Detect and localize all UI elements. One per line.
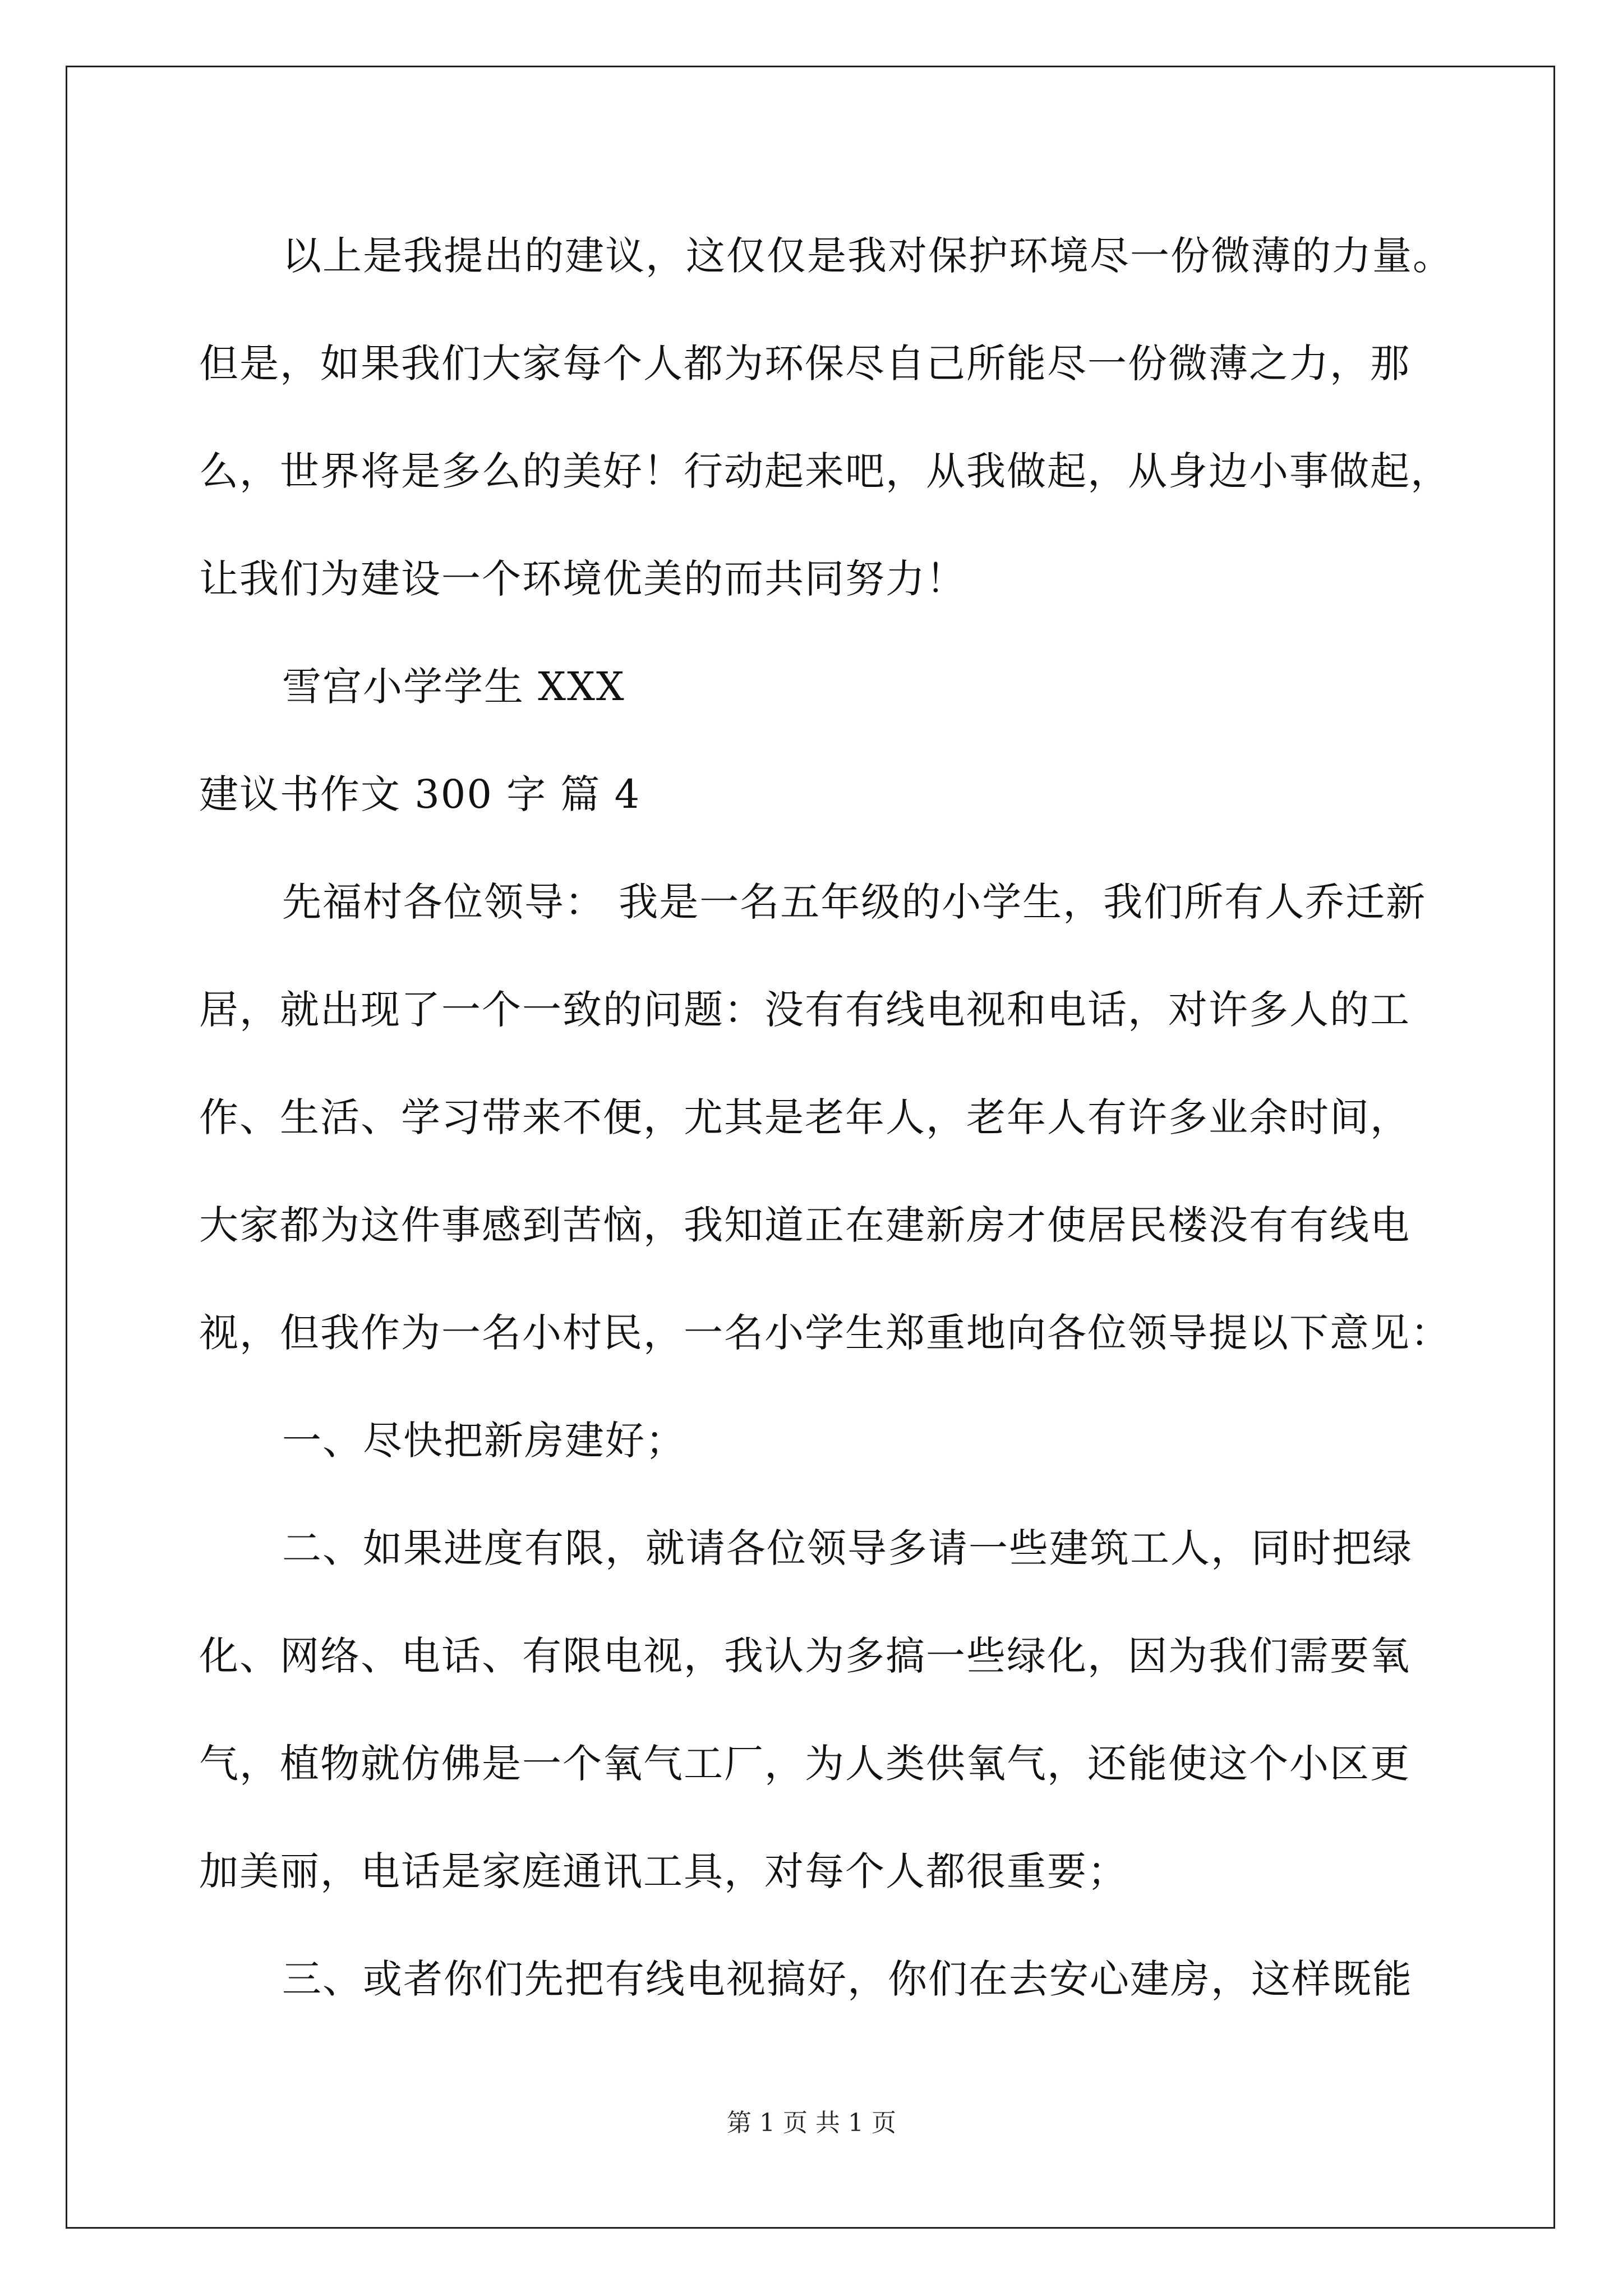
paragraph-line: 么，世界将是多么的美好！行动起来吧，从我做起，从身边小事做起， bbox=[199, 448, 1451, 494]
paragraph-line: 先福村各位领导： 我是一名五年级的小学生，我们所有人乔迁新 bbox=[282, 879, 1427, 925]
paragraph-line: 作、生活、学习带来不便，尤其是老年人，老年人有许多业余时间， bbox=[199, 1094, 1410, 1140]
list-item: 一、尽快把新房建好； bbox=[282, 1418, 686, 1464]
paragraph-line: 但是，如果我们大家每个人都为环保尽自己所能尽一份微薄之力，那 bbox=[199, 341, 1410, 386]
page-footer: 第 1 页 共 1 页 bbox=[727, 2109, 896, 2137]
paragraph-line: 居，就出现了一个一致的问题：没有有线电视和电话，对许多人的工 bbox=[199, 987, 1410, 1033]
list-item: 三、或者你们先把有线电视搞好，你们在去安心建房，这样既能 bbox=[282, 1956, 1413, 2002]
document-body bbox=[199, 202, 1453, 2033]
list-item: 二、如果进度有限，就请各位领导多请一些建筑工人，同时把绿 bbox=[282, 1525, 1413, 1571]
paragraph-line: 以上是我提出的建议，这仅仅是我对保护环境尽一份微薄的力量。 bbox=[282, 233, 1453, 279]
paragraph-line: 气，植物就仿佛是一个氧气工厂，为人类供氧气，还能使这个小区更 bbox=[199, 1741, 1410, 1787]
paragraph-line: 大家都为这件事感到苦恼，我知道正在建新房才使居民楼没有有线电 bbox=[199, 1202, 1410, 1248]
paragraph-line: 视，但我作为一名小村民，一名小学生郑重地向各位领导提以下意见： bbox=[199, 1310, 1451, 1356]
paragraph-line: 化、网络、电话、有限电视，我认为多搞一些绿化，因为我们需要氧 bbox=[199, 1633, 1410, 1679]
paragraph-line: 加美丽，电话是家庭通讯工具，对每个人都很重要； bbox=[199, 1848, 1128, 1894]
paragraph-line: 让我们为建设一个环境优美的而共同努力！ bbox=[199, 556, 966, 602]
signature-line: 雪宫小学学生 XXX bbox=[282, 664, 625, 710]
section-heading: 建议书作文 300 字 篇 4 bbox=[199, 771, 641, 817]
